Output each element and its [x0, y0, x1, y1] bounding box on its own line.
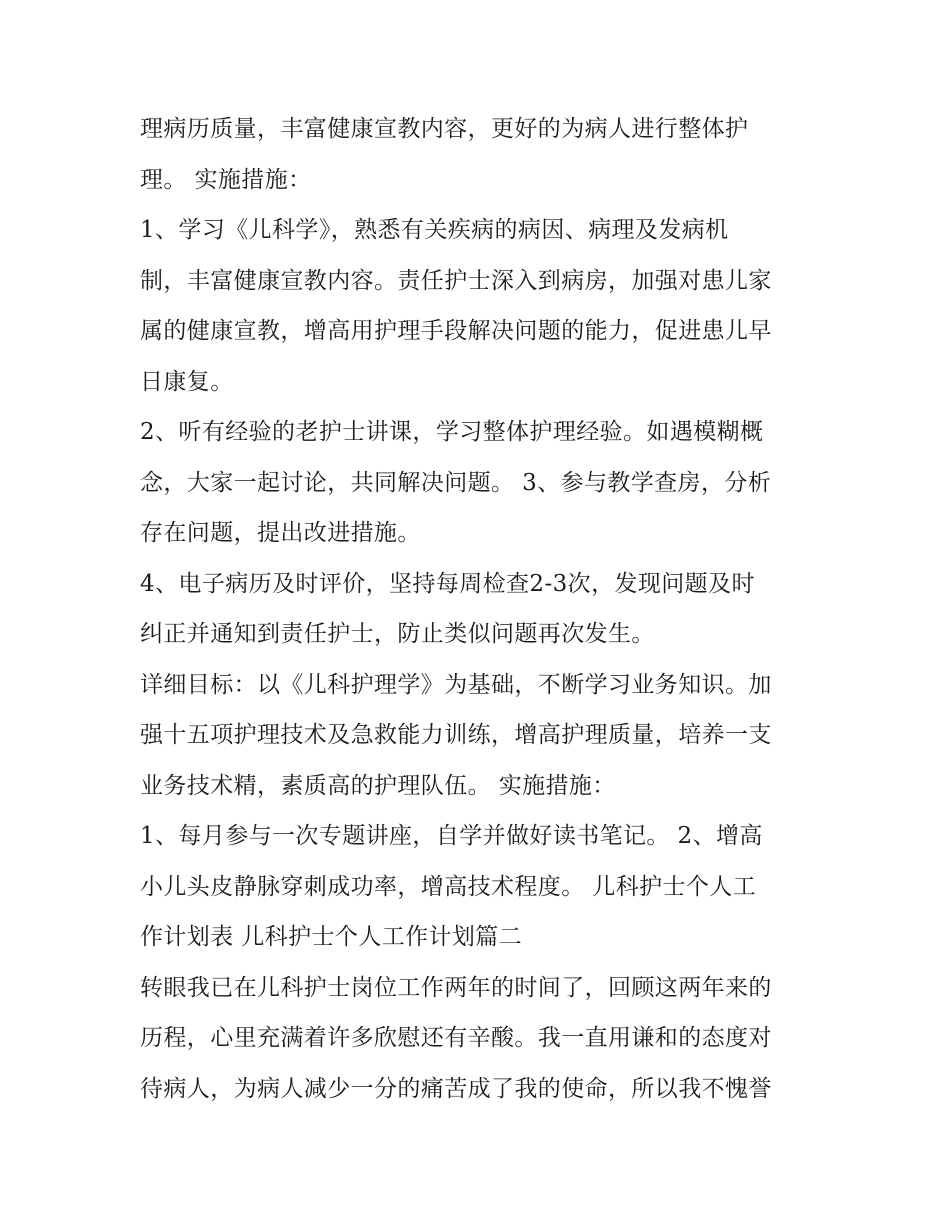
text-line: 制，丰富健康宣教内容。责任护士深入到病房，加强对患儿家 [140, 267, 772, 294]
text-line: 待病人，为病人减少一分的痛苦成了我的使命，所以我不愧誉 [140, 1075, 772, 1102]
text-line: 念，大家一起讨论，共同解决问题。 3、参与教学查房，分析 [140, 469, 772, 496]
text-line: 4、电子病历及时评价，坚持每周检查2-3次，发现问题及时 [140, 570, 755, 597]
text-line: 存在问题，提出改进措施。 [140, 520, 421, 546]
text-line: 2、听有经验的老护士讲课，学习整体护理经验。如遇模糊概 [140, 419, 764, 445]
text-line: 转眼我已在儿科护士岗位工作两年的时间了，回顾这两年来的 [140, 974, 772, 1001]
text-line: 业务技术精，素质高的护理队伍。 实施措施： [140, 772, 616, 799]
body-text [140, 104, 820, 1114]
text-line: 纠正并通知到责任护士，防止类似问题再次发生。 [140, 621, 655, 647]
text-line: 1、每月参与一次专题讲座，自学并做好读书笔记。 2、增高 [140, 823, 763, 849]
text-line: 日康复。 [140, 368, 234, 395]
text-line: 历程，心里充满着许多欣慰还有辛酸。我一直用谦和的态度对 [140, 1025, 772, 1051]
text-line: 理病历质量，丰富健康宣教内容，更好的为病人进行整体护 [140, 116, 749, 142]
text-line: 强十五项护理技术及急救能力训练，增高护理质量，培养一支 [140, 722, 772, 748]
text-line: 作计划表 儿科护士个人工作计划篇二 [140, 924, 523, 950]
text-line: 小儿头皮静脉穿刺成功率，增高技术程度。 儿科护士个人工 [140, 873, 757, 900]
text-line: 1、学习《儿科学》，熟悉有关疾病的病因、病理及发病机 [140, 217, 729, 243]
text-line: 理。 实施措施： [140, 166, 312, 193]
text-line: 属的健康宣教，增高用护理手段解决问题的能力，促进患儿早 [140, 318, 772, 344]
text-line: 详细目标：以《儿科护理学》为基础，不断学习业务知识。加 [140, 671, 772, 698]
